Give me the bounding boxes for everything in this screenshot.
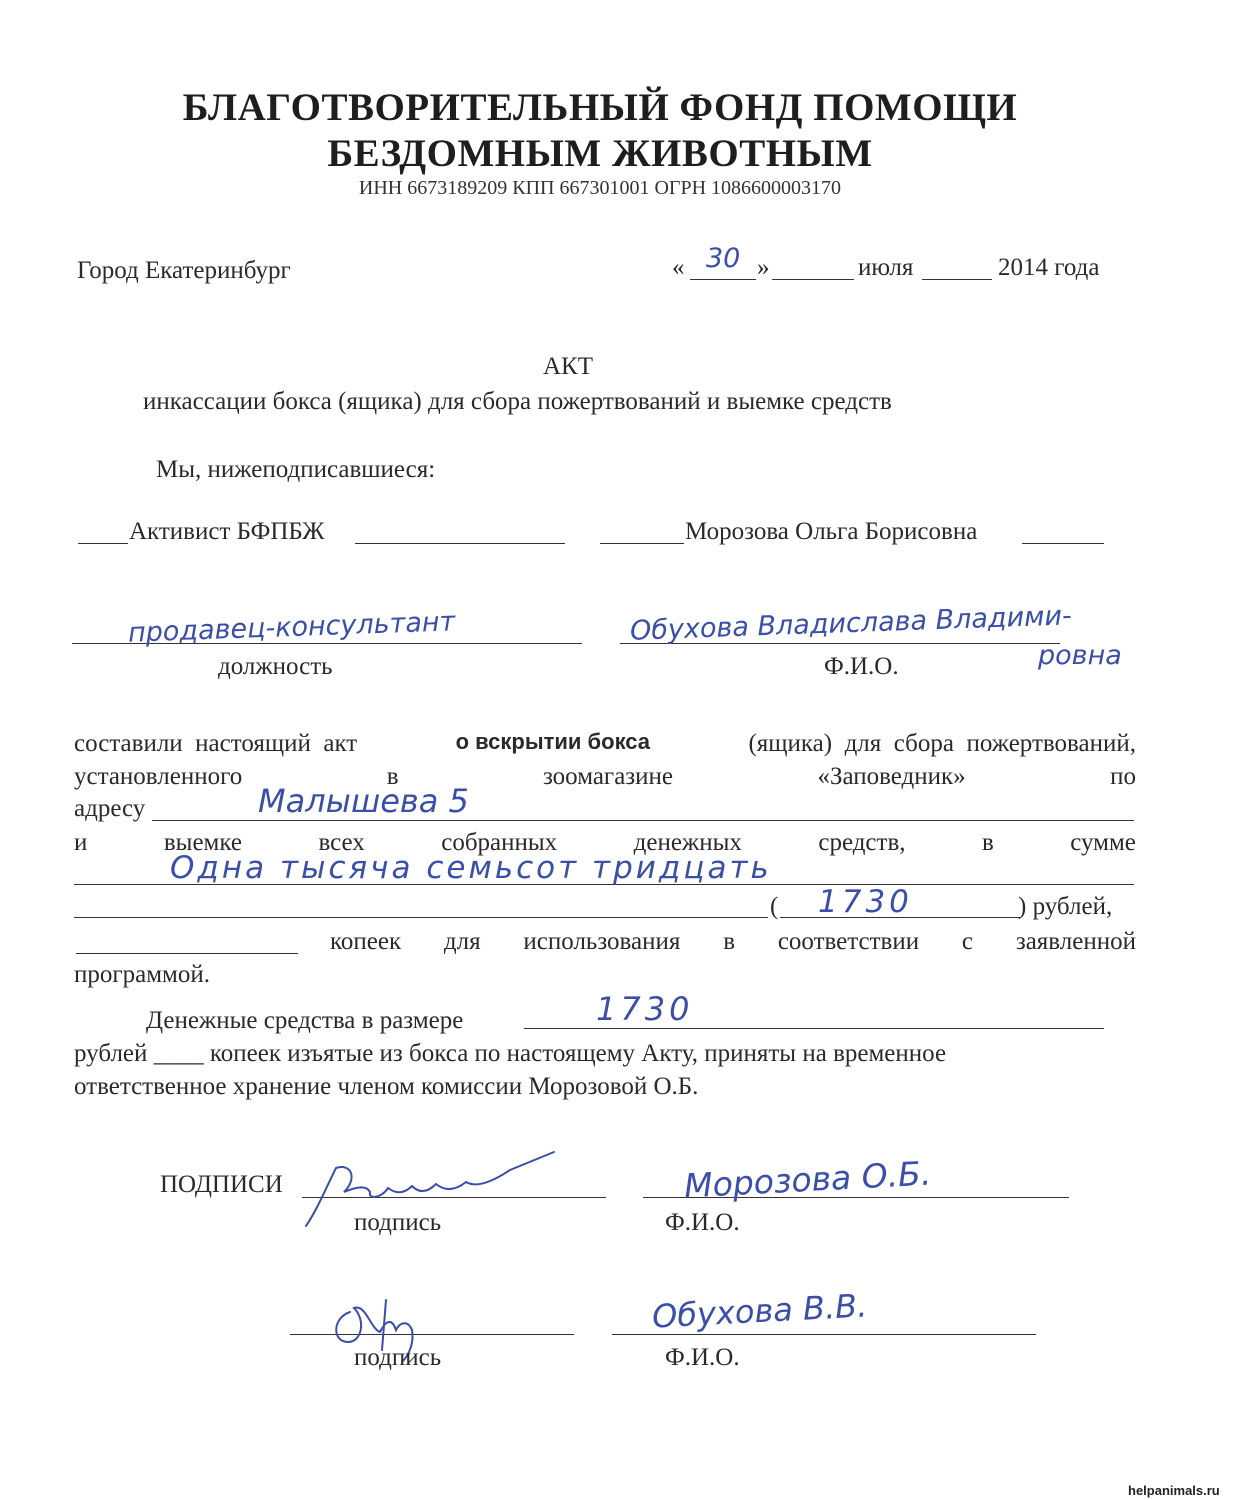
year: 2014 года xyxy=(998,254,1100,281)
paren-close-rubles: ) рублей, xyxy=(1018,893,1113,920)
line7-word: в xyxy=(723,928,736,955)
fio1-label: Ф.И.О. xyxy=(665,1209,740,1236)
line2-word: «Заповедник» xyxy=(817,763,966,790)
date-line-2 xyxy=(922,279,992,280)
member1-name: Морозова Ольга Борисовна xyxy=(685,518,978,545)
address-line xyxy=(152,820,1134,821)
name-line-post xyxy=(1022,543,1104,544)
line4-word: в xyxy=(981,829,994,856)
line4-word: средств, xyxy=(818,829,906,856)
watermark: helpanimals.ru xyxy=(1128,1483,1220,1498)
line7-word: для xyxy=(443,928,481,955)
fio2-handwritten: Обухова В.В. xyxy=(651,1286,869,1336)
line7-word: заявленной xyxy=(1015,928,1136,955)
fio-label: Ф.И.О. xyxy=(824,653,899,680)
p2-line-3: ответственное хранение членом комиссии Морозовой О.Б. xyxy=(74,1073,699,1100)
day-line xyxy=(690,279,756,280)
paren-open: ( xyxy=(770,893,779,920)
sum-digits-handwritten: 1730 xyxy=(818,884,913,920)
city: Город Екатеринбург xyxy=(77,257,291,284)
quote-open: « xyxy=(672,254,685,281)
quote-close: » xyxy=(757,254,770,281)
body-p1-part2: (ящика) для сбора пожертвований, xyxy=(748,730,1136,757)
day-handwritten: 30 xyxy=(706,243,741,274)
kopecks-line xyxy=(76,953,298,954)
org-title-line2: БЕЗДОМНЫМ ЖИВОТНЫМ xyxy=(327,132,873,175)
body-p1-part1: составили настоящий акт xyxy=(74,730,358,757)
body-line-1 xyxy=(74,731,1136,756)
line4-word: собранных xyxy=(441,829,558,856)
address-handwritten: Малышева 5 xyxy=(258,782,469,820)
line7-word: с xyxy=(961,928,974,955)
role-line-pre xyxy=(78,543,128,544)
body-p1-bold: о вскрытии бокса xyxy=(455,729,651,754)
intro-text: Мы, нижеподписавшиеся: xyxy=(156,456,436,483)
member2-name-handwritten-2: ровна xyxy=(1038,640,1122,671)
signatures-label: ПОДПИСИ xyxy=(160,1171,283,1198)
p2-amount-handwritten: 1730 xyxy=(596,990,694,1028)
position-label: должность xyxy=(218,653,333,680)
p2-amount-line xyxy=(524,1028,1104,1029)
member2-position-handwritten: продавец-консультант xyxy=(127,606,456,649)
line7-word: соответствии xyxy=(777,928,920,955)
body-line-7 xyxy=(330,928,1136,956)
name-line-pre xyxy=(600,543,684,544)
line2-word: установленного xyxy=(74,763,243,790)
body-line-8: программой. xyxy=(74,961,210,988)
date-line-1 xyxy=(772,279,854,280)
line4-word: денежных xyxy=(633,829,742,856)
address-label: адресу xyxy=(74,795,146,822)
month: июля xyxy=(858,254,914,281)
sig2-label: подпись xyxy=(354,1344,442,1371)
act-heading: АКТ xyxy=(543,353,593,380)
line2-word: по xyxy=(1110,763,1136,790)
org-title-line1: БЛАГОТВОРИТЕЛЬНЫЙ ФОНД ПОМОЩИ xyxy=(182,86,1018,129)
line4-word: выемке xyxy=(163,829,242,856)
fio2-label: Ф.И.О. xyxy=(665,1344,740,1371)
line7-word: использования xyxy=(523,928,681,955)
line4-word: сумме xyxy=(1070,829,1136,856)
line2-word: в xyxy=(386,763,399,790)
sum-line-2 xyxy=(74,917,768,918)
p2-label: Денежные средства в размере xyxy=(146,1007,464,1034)
body-line-2 xyxy=(74,763,1136,791)
member2-name-handwritten-1: Обухова Владислава Владими- xyxy=(629,600,1073,647)
line4-word: и xyxy=(74,829,88,856)
role-line-post xyxy=(355,543,565,544)
p2-line-2: рублей ____ копеек изъятые из бокса по настоящему Акту, приняты на временное xyxy=(74,1040,947,1067)
sum-words-handwritten: Одна тысяча семьсот тридцать xyxy=(170,850,772,886)
line7-word: копеек xyxy=(330,928,402,955)
member1-role: Активист БФПБЖ xyxy=(129,518,325,545)
line2-word: зоомагазине xyxy=(542,763,674,790)
line4-word: всех xyxy=(318,829,365,856)
org-registration: ИНН 6673189209 КПП 667301001 ОГРН 1086600003170 xyxy=(358,177,842,199)
fio1-handwritten: Морозова О.Б. xyxy=(683,1153,933,1206)
act-subheading: инкассации бокса (ящика) для сбора пожертвований и выемке средств xyxy=(143,388,892,415)
sig1-label: подпись xyxy=(354,1209,442,1236)
